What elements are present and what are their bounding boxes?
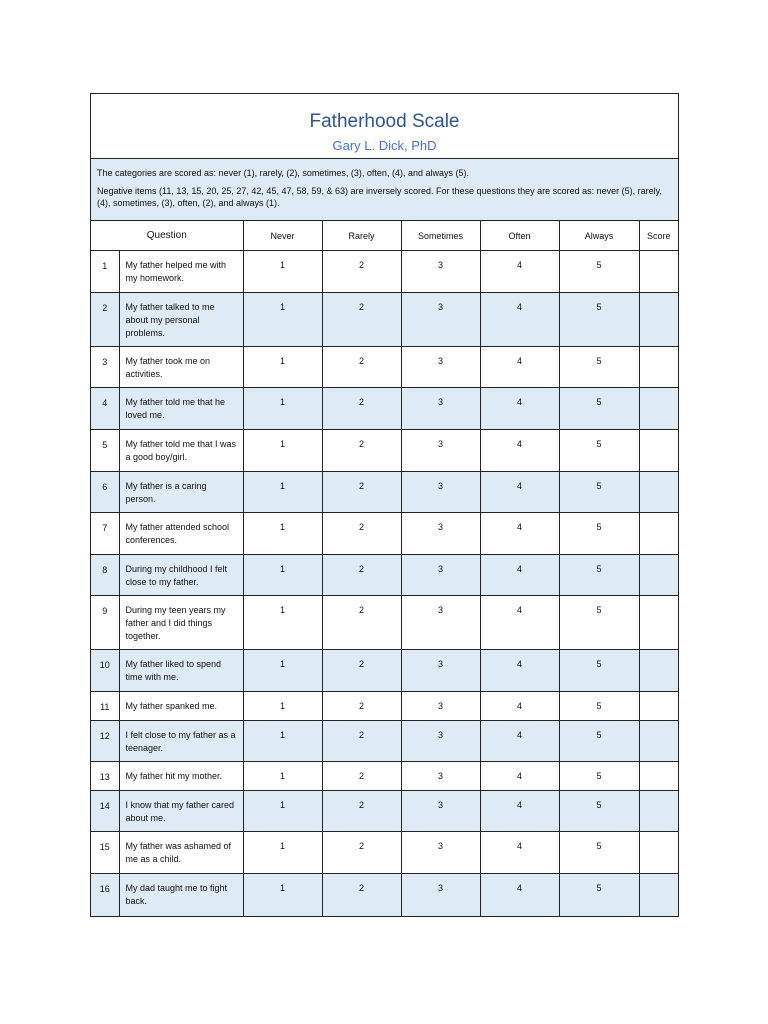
table-row: [91, 555, 678, 596]
response-option-1[interactable]: 1: [243, 388, 322, 430]
table-row: [91, 251, 678, 293]
question-text: During my teen years my father and I did things together.: [119, 596, 243, 650]
questions-table-body: [91, 251, 678, 916]
response-option-5[interactable]: 5: [559, 832, 639, 874]
response-option-3[interactable]: 3: [401, 430, 480, 472]
response-option-4[interactable]: 4: [480, 513, 559, 555]
table-row: [91, 650, 678, 692]
response-option-5[interactable]: 5: [559, 347, 639, 388]
question-number: 3: [91, 347, 119, 388]
response-option-5[interactable]: 5: [559, 472, 639, 513]
table-row: [91, 596, 678, 650]
score-cell[interactable]: [639, 293, 678, 347]
table-row: [91, 692, 678, 721]
response-option-2[interactable]: 2: [322, 721, 401, 762]
response-option-2[interactable]: 2: [322, 430, 401, 472]
response-option-4[interactable]: 4: [480, 874, 559, 916]
question-number: 5: [91, 430, 119, 472]
question-text: My father told me that I was a good boy/girl.: [119, 430, 243, 472]
response-option-3[interactable]: 3: [401, 596, 480, 650]
response-option-5[interactable]: 5: [559, 388, 639, 430]
response-option-3[interactable]: 3: [401, 650, 480, 692]
question-number: 12: [91, 721, 119, 762]
response-option-5[interactable]: 5: [559, 791, 639, 832]
response-option-2[interactable]: 2: [322, 251, 401, 293]
question-text: My father helped me with my homework.: [119, 251, 243, 293]
header-always: Always: [559, 221, 639, 251]
question-number: 14: [91, 791, 119, 832]
score-cell[interactable]: [639, 347, 678, 388]
table-row: [91, 832, 678, 874]
page-title: Fatherhood Scale: [309, 111, 460, 132]
scoring-note-negative-items: Negative items (11, 13, 15, 20, 25, 27, 42, 45, 47, 58, 59, & 63) are inversely scored. For these questions they are scored as: never (5), rarely, (4), sometimes, (3), often, (2), and always (1).: [97, 186, 662, 208]
score-cell[interactable]: [639, 791, 678, 832]
response-option-4[interactable]: 4: [480, 472, 559, 513]
question-number: 9: [91, 596, 119, 650]
response-option-2[interactable]: 2: [322, 513, 401, 555]
question-text: I know that my father cared about me.: [119, 791, 243, 832]
response-option-5[interactable]: 5: [559, 692, 639, 721]
response-option-2[interactable]: 2: [322, 555, 401, 596]
question-text: My dad taught me to fight back.: [119, 874, 243, 916]
response-option-2[interactable]: 2: [322, 293, 401, 347]
question-text: During my childhood I felt close to my father.: [119, 555, 243, 596]
response-option-2[interactable]: 2: [322, 388, 401, 430]
title-block: [91, 94, 678, 159]
response-option-1[interactable]: 1: [243, 692, 322, 721]
question-number: 4: [91, 388, 119, 430]
response-option-1[interactable]: 1: [243, 347, 322, 388]
score-cell[interactable]: [639, 650, 678, 692]
table-row: [91, 791, 678, 832]
question-text: My father talked to me about my personal problems.: [119, 293, 243, 347]
response-option-4[interactable]: 4: [480, 430, 559, 472]
response-option-2[interactable]: 2: [322, 692, 401, 721]
response-option-1[interactable]: 1: [243, 430, 322, 472]
question-text: My father spanked me.: [119, 692, 243, 721]
score-cell[interactable]: [639, 596, 678, 650]
response-option-2[interactable]: 2: [322, 791, 401, 832]
score-cell[interactable]: [639, 832, 678, 874]
response-option-2[interactable]: 2: [322, 762, 401, 791]
table-row: [91, 430, 678, 472]
header-sometimes: Sometimes: [401, 221, 480, 251]
scoring-notes: [91, 159, 678, 221]
question-number: 7: [91, 513, 119, 555]
response-option-2[interactable]: 2: [322, 596, 401, 650]
questions-table: [91, 221, 678, 916]
fatherhood-scale-sheet: [90, 93, 679, 917]
question-text: My father hit my mother.: [119, 762, 243, 791]
table-row: [91, 874, 678, 916]
score-cell[interactable]: [639, 762, 678, 791]
response-option-1[interactable]: 1: [243, 251, 322, 293]
score-cell[interactable]: [639, 555, 678, 596]
table-row: [91, 721, 678, 762]
question-number: 13: [91, 762, 119, 791]
question-text: I felt close to my father as a teenager.: [119, 721, 243, 762]
question-text: My father took me on activities.: [119, 347, 243, 388]
response-option-5[interactable]: 5: [559, 513, 639, 555]
question-text: My father liked to spend time with me.: [119, 650, 243, 692]
table-row: [91, 472, 678, 513]
response-option-5[interactable]: 5: [559, 430, 639, 472]
question-number: 8: [91, 555, 119, 596]
response-option-1[interactable]: 1: [243, 791, 322, 832]
header-question: Question: [91, 221, 243, 251]
score-cell[interactable]: [639, 251, 678, 293]
question-number: 16: [91, 874, 119, 916]
score-cell[interactable]: [639, 430, 678, 472]
question-text: My father told me that he loved me.: [119, 388, 243, 430]
response-option-4[interactable]: 4: [480, 692, 559, 721]
response-option-2[interactable]: 2: [322, 832, 401, 874]
response-option-5[interactable]: 5: [559, 555, 639, 596]
question-number: 1: [91, 251, 119, 293]
response-option-3[interactable]: 3: [401, 251, 480, 293]
response-option-5[interactable]: 5: [559, 251, 639, 293]
response-option-2[interactable]: 2: [322, 874, 401, 916]
response-option-3[interactable]: 3: [401, 832, 480, 874]
question-text: My father is a caring person.: [119, 472, 243, 513]
response-option-1[interactable]: 1: [243, 650, 322, 692]
question-text: My father attended school conferences.: [119, 513, 243, 555]
response-option-5[interactable]: 5: [559, 721, 639, 762]
question-number: 6: [91, 472, 119, 513]
response-option-4[interactable]: 4: [480, 650, 559, 692]
response-option-3[interactable]: 3: [401, 874, 480, 916]
response-option-4[interactable]: 4: [480, 347, 559, 388]
question-number: 11: [91, 692, 119, 721]
score-cell[interactable]: [639, 692, 678, 721]
score-cell[interactable]: [639, 721, 678, 762]
response-option-3[interactable]: 3: [401, 762, 480, 791]
response-option-1[interactable]: 1: [243, 721, 322, 762]
question-number: 2: [91, 293, 119, 347]
header-score: Score: [639, 221, 678, 251]
response-option-1[interactable]: 1: [243, 555, 322, 596]
response-option-3[interactable]: 3: [401, 347, 480, 388]
header-never: Never: [243, 221, 322, 251]
response-option-5[interactable]: 5: [559, 874, 639, 916]
response-option-3[interactable]: 3: [401, 555, 480, 596]
response-option-4[interactable]: 4: [480, 596, 559, 650]
table-row: [91, 762, 678, 791]
response-option-5[interactable]: 5: [559, 293, 639, 347]
header-rarely: Rarely: [322, 221, 401, 251]
score-cell[interactable]: [639, 472, 678, 513]
table-header-row: [91, 221, 678, 251]
response-option-5[interactable]: 5: [559, 650, 639, 692]
response-option-1[interactable]: 1: [243, 762, 322, 791]
response-option-4[interactable]: 4: [480, 388, 559, 430]
response-option-4[interactable]: 4: [480, 555, 559, 596]
header-often: Often: [480, 221, 559, 251]
response-option-2[interactable]: 2: [322, 650, 401, 692]
response-option-1[interactable]: 1: [243, 472, 322, 513]
score-cell[interactable]: [639, 388, 678, 430]
score-cell[interactable]: [639, 513, 678, 555]
scoring-note-categories: The categories are scored as: never (1), rarely, (2), sometimes, (3), often, (4), and always (5).: [97, 168, 469, 178]
response-option-3[interactable]: 3: [401, 513, 480, 555]
table-row: [91, 388, 678, 430]
response-option-3[interactable]: 3: [401, 388, 480, 430]
response-option-1[interactable]: 1: [243, 513, 322, 555]
response-option-4[interactable]: 4: [480, 251, 559, 293]
response-option-5[interactable]: 5: [559, 596, 639, 650]
question-number: 15: [91, 832, 119, 874]
question-text: My father was ashamed of me as a child.: [119, 832, 243, 874]
response-option-4[interactable]: 4: [480, 791, 559, 832]
response-option-4[interactable]: 4: [480, 293, 559, 347]
response-option-1[interactable]: 1: [243, 596, 322, 650]
table-row: [91, 347, 678, 388]
response-option-5[interactable]: 5: [559, 762, 639, 791]
response-option-3[interactable]: 3: [401, 293, 480, 347]
response-option-2[interactable]: 2: [322, 472, 401, 513]
response-option-4[interactable]: 4: [480, 762, 559, 791]
response-option-3[interactable]: 3: [401, 791, 480, 832]
response-option-3[interactable]: 3: [401, 692, 480, 721]
response-option-4[interactable]: 4: [480, 721, 559, 762]
table-row: [91, 293, 678, 347]
response-option-1[interactable]: 1: [243, 832, 322, 874]
response-option-3[interactable]: 3: [401, 721, 480, 762]
author-name: Gary L. Dick, PhD: [332, 138, 437, 153]
score-cell[interactable]: [639, 874, 678, 916]
response-option-2[interactable]: 2: [322, 347, 401, 388]
table-row: [91, 513, 678, 555]
response-option-4[interactable]: 4: [480, 832, 559, 874]
question-number: 10: [91, 650, 119, 692]
response-option-1[interactable]: 1: [243, 293, 322, 347]
response-option-1[interactable]: 1: [243, 874, 322, 916]
response-option-3[interactable]: 3: [401, 472, 480, 513]
